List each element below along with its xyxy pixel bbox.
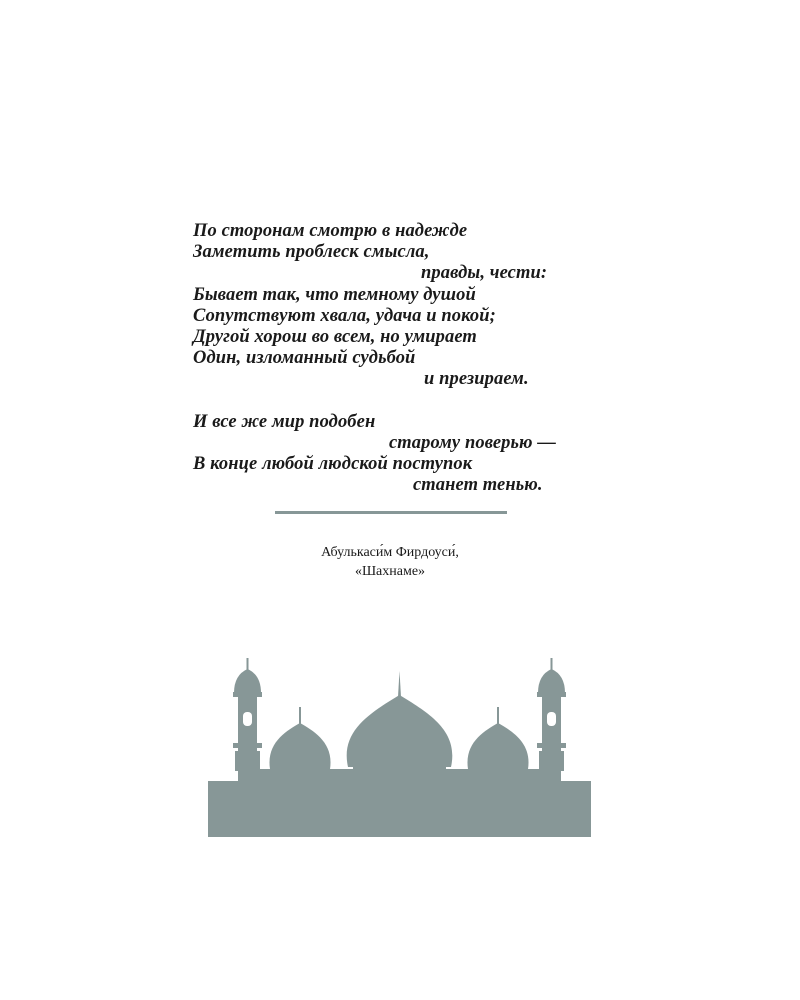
- poem-line: Сопутствуют хвала, удача и покой;: [193, 305, 496, 326]
- epigraph-poem: [193, 221, 633, 496]
- attribution-work: «Шахнаме»: [354, 564, 426, 579]
- poem-line: Другой хорош во всем, но умирает: [193, 326, 477, 347]
- stanza-gap: [193, 391, 633, 412]
- poem-line: Заметить проблеск смысла,: [193, 242, 430, 263]
- attribution: [200, 543, 580, 581]
- attribution-author: Абулькаси́м Фирдоуси́,: [321, 545, 459, 560]
- poem-line: И все же мир подобен: [193, 411, 376, 432]
- poem-line: В конце любой людской поступок: [193, 453, 473, 474]
- poem-line: По сторонам смотрю в надежде: [193, 221, 468, 241]
- poem-line: Один, изломанный судьбой: [193, 348, 416, 369]
- poem-line-indented: и презираем.: [424, 369, 529, 390]
- poem-line: Бывает так, что темному душой: [193, 284, 476, 305]
- poem-line-indented: станет тенью.: [413, 475, 543, 496]
- mosque-silhouette-icon: [208, 655, 591, 837]
- divider: [275, 511, 507, 514]
- poem-line-indented: старому поверью —: [389, 432, 556, 453]
- poem-line-indented: правды, чести:: [421, 263, 548, 284]
